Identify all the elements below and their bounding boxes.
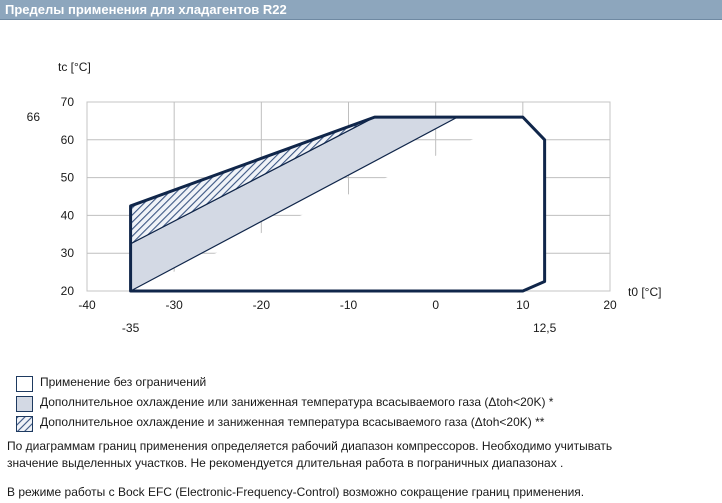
legend-label: Дополнительное охлаждение или заниженная температура всасываемого газа (Δtoh<20K) * [40,395,554,409]
y-tick-label: 60 [60,132,74,147]
y-tick-label: 20 [60,284,74,298]
y-axis-label: tc [°C] [58,60,91,74]
legend-swatch-cooling-or [16,396,33,412]
note-line: В режиме работы с Bock EFC (Electronic-Frequency-Control) возможно сокращение границ применения. [7,485,585,499]
x-tick-label: -40 [78,298,96,312]
y-extra-label: 66 [26,110,40,125]
y-tick-label: 70 [60,95,74,109]
y-tick-label: 50 [60,170,74,185]
x-tick-label: -30 [165,298,183,312]
x-tick-label: 0 [432,298,440,312]
legend-swatch-unrestricted [16,376,33,392]
y-tick-label: 30 [60,246,74,261]
note-line: По диаграммам границ применения определяется рабочий диапазон компрессоров. Необходимо учитывать [7,439,613,453]
x-axis-label: t0 [°C] [628,285,662,299]
x-tick-label: 20 [603,298,617,312]
legend-swatch-cooling-and [16,416,33,432]
x-extra-label: 12,5 [532,321,557,335]
x-tick-label: -10 [339,298,358,312]
note-line: значение выделенных участков. Не рекомендуется длительная работа в пограничных диапазонах . [7,456,564,470]
x-tick-label: -20 [252,298,271,312]
x-tick-label: 10 [516,298,530,312]
page-title: Пределы применения для хладагентов R22 [5,2,287,17]
legend-label: Применение без ограничений [40,375,207,389]
y-tick-label: 40 [60,208,74,223]
legend-label: Дополнительное охлаждение и заниженная температура всасываемого газа (Δtoh<20K) ** [40,415,545,429]
x-extra-label: -35 [121,321,140,335]
